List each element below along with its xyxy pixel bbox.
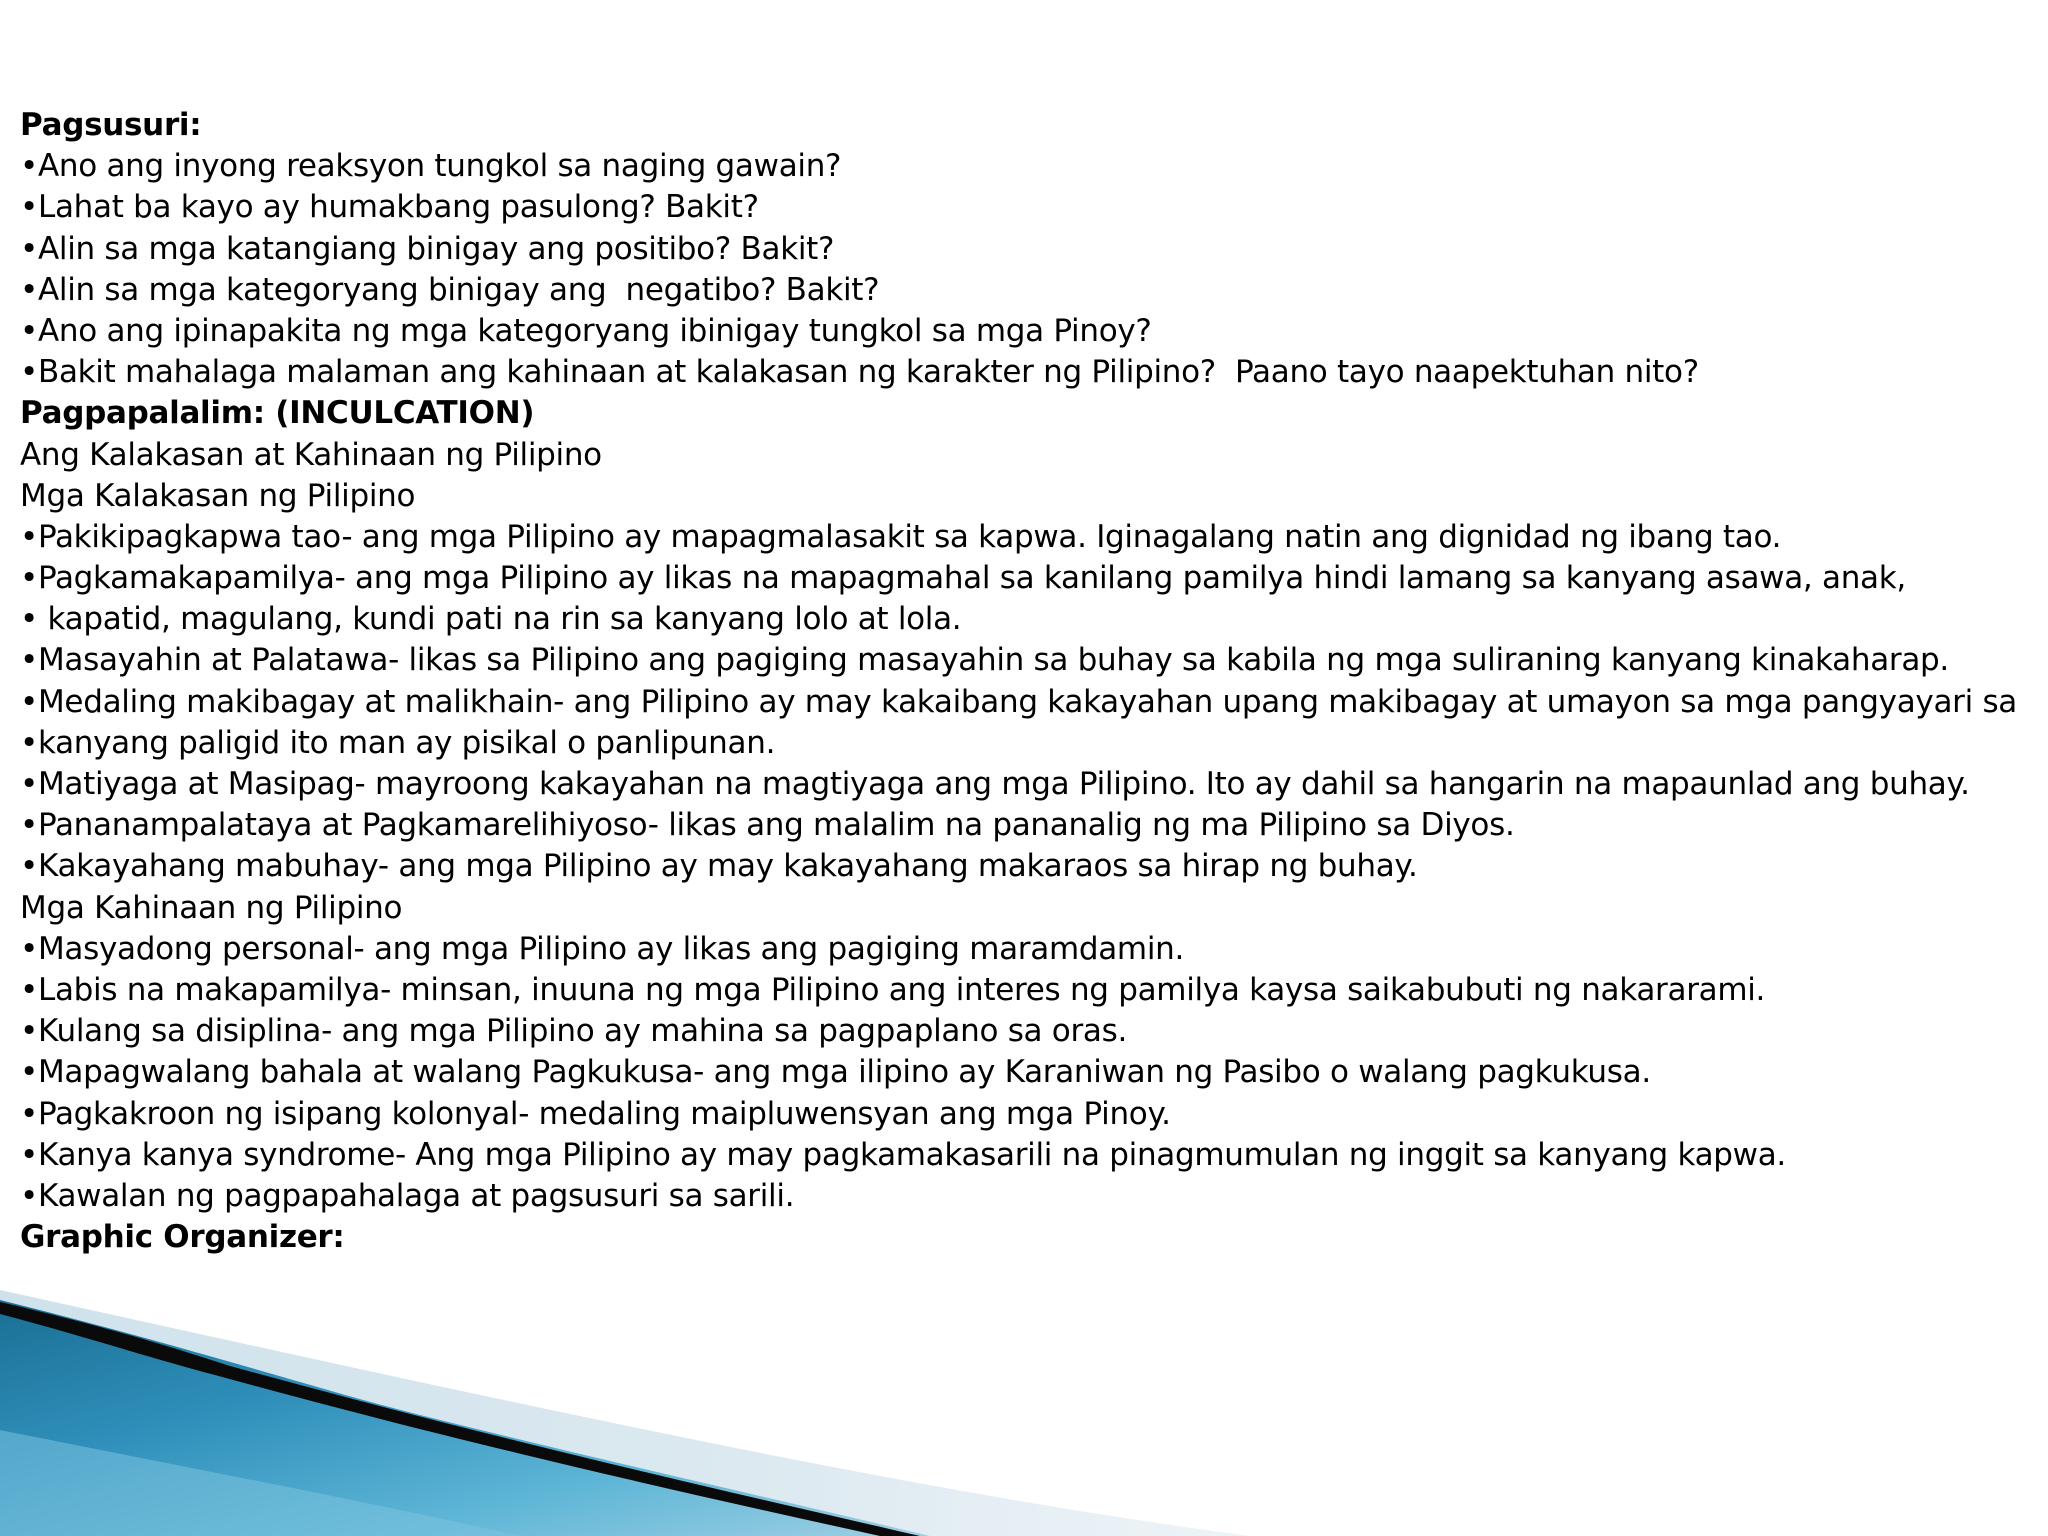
text-line: •Pakikipagkapwa tao- ang mga Pilipino ay mapagmalasakit sa kapwa. Iginagalang natin ang dignidad ng ibang tao.: [20, 518, 1782, 555]
text-line: •Alin sa mga katangiang binigay ang positibo? Bakit?: [20, 230, 835, 267]
text-line: •Labis na makapamilya- minsan, inuuna ng mga Pilipino ang interes ng pamilya kaysa saikabubuti ng nakararami.: [20, 971, 1766, 1008]
section-heading: Graphic Organizer:: [20, 1219, 345, 1256]
section-heading: Pagsusuri:: [20, 107, 202, 143]
text-line: •Matiyaga at Masipag- mayroong kakayahan na magtiyaga ang mga Pilipino. Ito ay dahil sa hangarin na mapaunlad ang buhay.: [20, 766, 1970, 802]
text-line: Mga Kalakasan ng Pilipino: [20, 477, 416, 514]
text-line: •Pagkakroon ng isipang kolonyal- medaling maipluwensyan ang mga Pinoy.: [20, 1095, 1171, 1132]
text-line: •Pagkamakapamilya- ang mga Pilipino ay likas na mapagmahal sa kanilang pamilya hindi lamang sa kanyang asawa, anak,: [20, 560, 1906, 597]
text-line: Ang Kalakasan at Kahinaan ng Pilipino: [20, 436, 602, 473]
text-line: • kapatid, magulang, kundi pati na rin sa kanyang lolo at lola.: [20, 601, 962, 638]
text-line: •Kulang sa disiplina- ang mga Pilipino ay mahina sa pagpaplano sa oras.: [20, 1013, 1128, 1050]
text-line: •Kawalan ng pagpapahalaga at pagsusuri sa sarili.: [20, 1177, 795, 1214]
text-line: •Ano ang inyong reaksyon tungkol sa naging gawain?: [20, 148, 842, 185]
text-line: •Alin sa mga kategoryang binigay ang negatibo? Bakit?: [20, 271, 880, 308]
text-line: •Pananampalataya at Pagkamarelihiyoso- likas ang malalim na pananalig ng ma Pilipino sa Diyos.: [20, 807, 1515, 844]
text-line: •Mapagwalang bahala at walang Pagkukusa- ang mga ilipino ay Karaniwan ng Pasibo o walang pagkukusa.: [20, 1054, 1651, 1091]
text-line: Mga Kahinaan ng Pilipino: [20, 889, 403, 926]
text-line: •Medaling makibagay at malikhain- ang Pilipino ay may kakaibang kakayahan upang makibagay at umayon sa mga pangyayari sa: [20, 683, 2017, 720]
decorative-swoosh: [0, 1280, 2048, 1536]
text-line: •Ano ang ipinapakita ng mga kategoryang ibinigay tungkol sa mga Pinoy?: [20, 312, 1152, 349]
text-line: •kanyang paligid ito man ay pisikal o panlipunan.: [20, 724, 776, 761]
text-line: •Lahat ba kayo ay humakbang pasulong? Bakit?: [20, 189, 759, 226]
text-line: •Bakit mahalaga malaman ang kahinaan at kalakasan ng karakter ng Pilipino? Paano tayo naapektuhan nito?: [20, 354, 1699, 391]
slide-text-body: [20, 105, 2030, 1258]
text-line: •Masayahin at Palatawa- likas sa Pilipino ang pagiging masayahin sa buhay sa kabila ng mga suliraning kanyang kinakaharap.: [20, 642, 1949, 679]
text-line: •Masyadong personal- ang mga Pilipino ay likas ang pagiging maramdamin.: [20, 930, 1185, 967]
text-line: •Kakayahang mabuhay- ang mga Pilipino ay may kakayahang makaraos sa hirap ng buhay.: [20, 848, 1418, 885]
section-heading: Pagpapalalim: (INCULCATION): [20, 395, 535, 432]
text-line: •Kanya kanya syndrome- Ang mga Pilipino ay may pagkamakasarili na pinagmumulan ng inggit sa kanyang kapwa.: [20, 1136, 1786, 1173]
